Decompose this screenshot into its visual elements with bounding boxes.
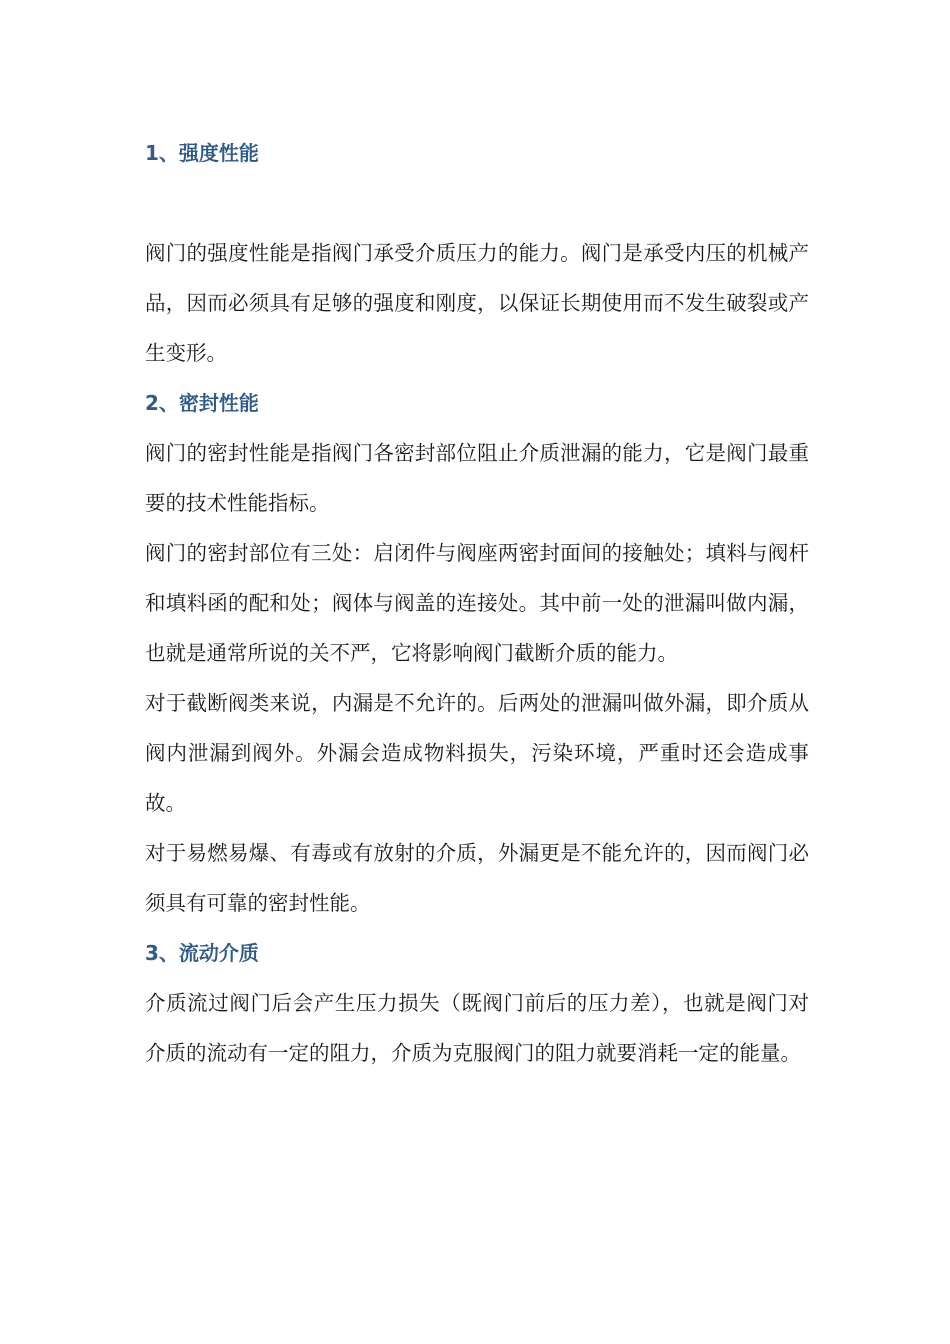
section-heading-flow: 3、流动介质 [145,941,259,965]
paragraph: 介质流过阀门后会产生压力损失（既阀门前后的压力差），也就是阀门对介质的流动有一定的阻力，介质为克服阀门的阻力就要消耗一定的能量。 [145,991,809,1065]
paragraph: 阀门的强度性能是指阀门承受介质压力的能力。阀门是承受内压的机械产品，因而必须具有足够的强度和刚度，以保证长期使用而不发生破裂或产生变形。 [145,241,809,365]
spacer [145,178,809,228]
paragraph: 对于易燃易爆、有毒或有放射的介质，外漏更是不能允许的，因而阀门必须具有可靠的密封性能。 [145,841,809,915]
section-heading-strength: 1、强度性能 [145,141,259,165]
section-heading-sealing: 2、密封性能 [145,391,259,415]
paragraph: 阀门的密封部位有三处：启闭件与阀座两密封面间的接触处；填料与阀杆和填料函的配和处；阀体与阀盖的连接处。其中前一处的泄漏叫做内漏，也就是通常所说的关不严，它将影响阀门截断介质的能力。 [145,541,809,665]
paragraph: 阀门的密封性能是指阀门各密封部位阻止介质泄漏的能力，它是阀门最重要的技术性能指标。 [145,441,809,515]
document-page [145,128,809,1078]
paragraph: 对于截断阀类来说，内漏是不允许的。后两处的泄漏叫做外漏，即介质从阀内泄漏到阀外。外漏会造成物料损失，污染环境，严重时还会造成事故。 [145,691,809,815]
